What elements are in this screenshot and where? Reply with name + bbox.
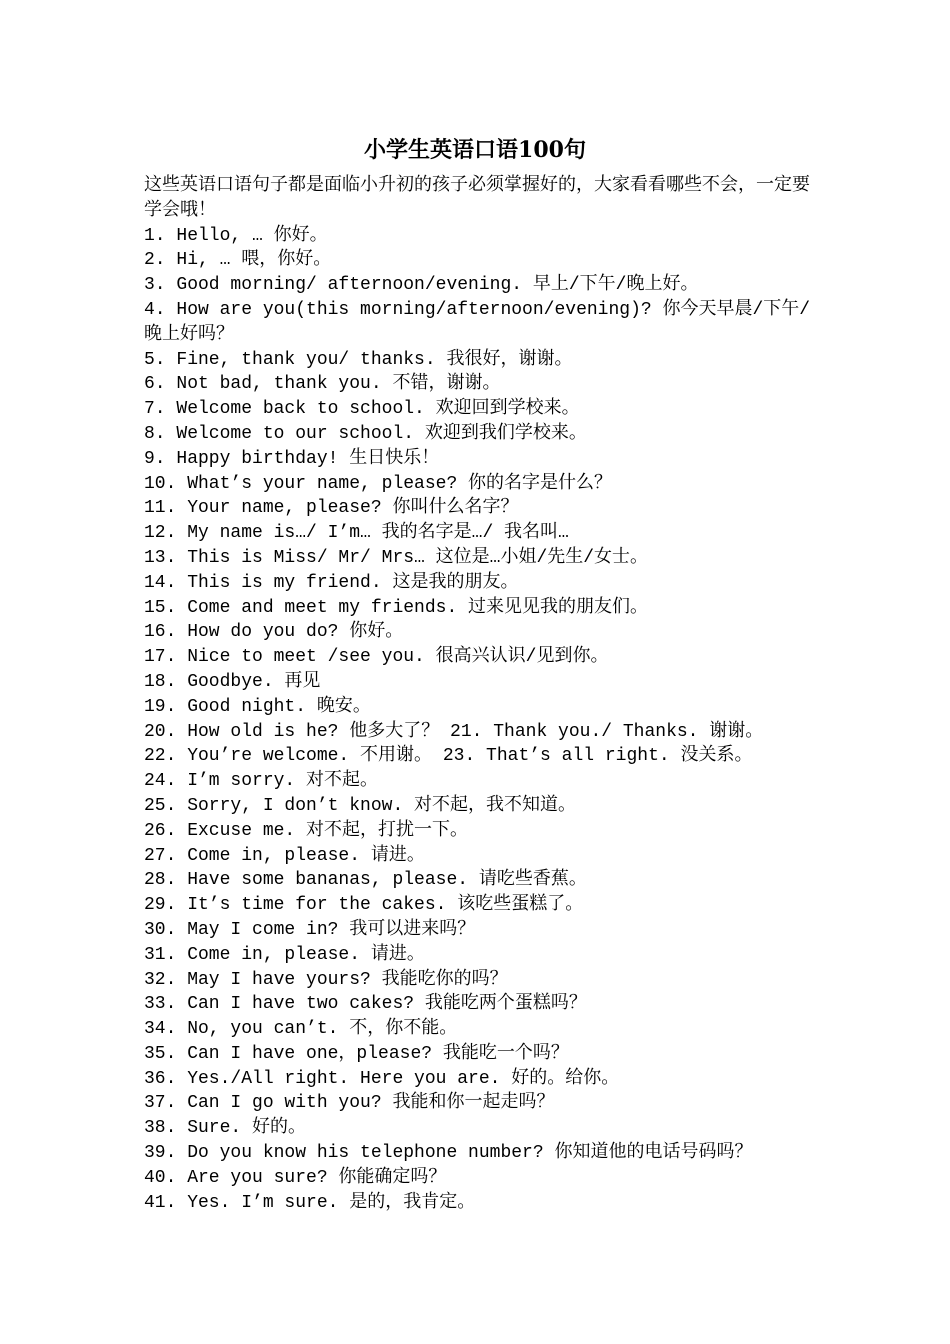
phrase-item: 1. Hello, … 你好。: [144, 225, 328, 246]
phrase-item: 20. How old is he? 他多大了？ 21. Thank you./ Thanks. 谢谢。: [144, 721, 764, 742]
phrase-item: 22. You’re welcome. 不用谢。 23. That’s all right. 没关系。: [144, 746, 753, 767]
phrase-item: 26. Excuse me. 对不起，打扰一下。: [144, 820, 469, 841]
phrase-item: 16. How do you do? 你好。: [144, 622, 404, 643]
phrase-item: 35. Can I have one，please? 我能吃一个吗？: [144, 1043, 569, 1064]
phrase-item: 32. May I have yours? 我能吃你的吗？: [144, 969, 508, 990]
phrase-item: 39. Do you know his telephone number? 你知道他的电话号码吗？: [144, 1143, 753, 1164]
page-title: 小学生英语口语100句: [364, 137, 586, 163]
phrase-item: 36. Yes./All right. Here you are. 好的。给你。: [144, 1068, 620, 1089]
phrase-item: 8. Welcome to our school. 欢迎到我们学校来。: [144, 423, 587, 444]
phrase-item: 29. It’s time for the cakes. 该吃些蛋糕了。: [144, 895, 584, 916]
document-body: [144, 174, 814, 1215]
phrase-item: 7. Welcome back to school. 欢迎回到学校来。: [144, 399, 580, 420]
phrase-item: 14. This is my friend. 这是我的朋友。: [144, 572, 519, 593]
phrase-item: 17. Nice to meet /see you. 很高兴认识/见到你。: [144, 647, 609, 668]
phrase-item: 19. Good night. 晚安。: [144, 696, 371, 717]
phrase-item: 2. Hi, … 喂，你好。: [144, 250, 332, 271]
intro-paragraph: 这些英语口语句子都是面临小升初的孩子必须掌握好的，大家看看哪些不会，一定要学会哦！: [144, 176, 810, 221]
phrase-item: 3. Good morning/ afternoon/evening. 早上/下午/晚上好。: [144, 275, 699, 296]
phrase-item: 11. Your name, please? 你叫什么名字？: [144, 498, 519, 519]
phrase-list: [144, 224, 814, 1216]
phrase-item: 12. My name is…/ I’m… 我的名字是…/ 我名叫…: [144, 523, 569, 544]
phrase-item: 25. Sorry, I don’t know. 对不起，我不知道。: [144, 795, 577, 816]
phrase-item: 18. Goodbye. 再见: [144, 671, 321, 692]
phrase-item: 31. Come in, please. 请进。: [144, 944, 425, 965]
phrase-item: 33. Can I have two cakes? 我能吃两个蛋糕吗？: [144, 994, 587, 1015]
phrase-item: 40. Are you sure? 你能确定吗？: [144, 1167, 447, 1188]
phrase-item: 13. This is Miss/ Mr/ Mrs… 这位是…小姐/先生/女士。: [144, 547, 649, 568]
phrase-item: 10. What’s your name, please? 你的名字是什么？: [144, 473, 613, 494]
phrase-item: 37. Can I go with you? 我能和你一起走吗？: [144, 1093, 555, 1114]
phrase-item: 24. I’m sorry. 对不起。: [144, 771, 379, 792]
phrase-item: 38. Sure. 好的。: [144, 1118, 307, 1139]
phrase-item: 28. Have some bananas, please. 请吃些香蕉。: [144, 870, 587, 891]
phrase-item: 41. Yes. I’m sure. 是的，我肯定。: [144, 1192, 476, 1213]
phrase-item: 15. Come and meet my friends. 过来见见我的朋友们。: [144, 597, 649, 618]
phrase-item: 6. Not bad, thank you. 不错，谢谢。: [144, 374, 501, 395]
phrase-item: 27. Come in, please. 请进。: [144, 845, 425, 866]
phrase-item: 4. How are you(this morning/afternoon/evening)? 你今天早晨/下午/晚上好吗？: [144, 299, 811, 345]
phrase-item: 30. May I come in? 我可以进来吗？: [144, 919, 476, 940]
phrase-item: 34. No, you can’t. 不，你不能。: [144, 1019, 458, 1040]
phrase-item: 9. Happy birthday! 生日快乐！: [144, 448, 440, 469]
phrase-item: 5. Fine, thank you/ thanks. 我很好，谢谢。: [144, 349, 573, 370]
